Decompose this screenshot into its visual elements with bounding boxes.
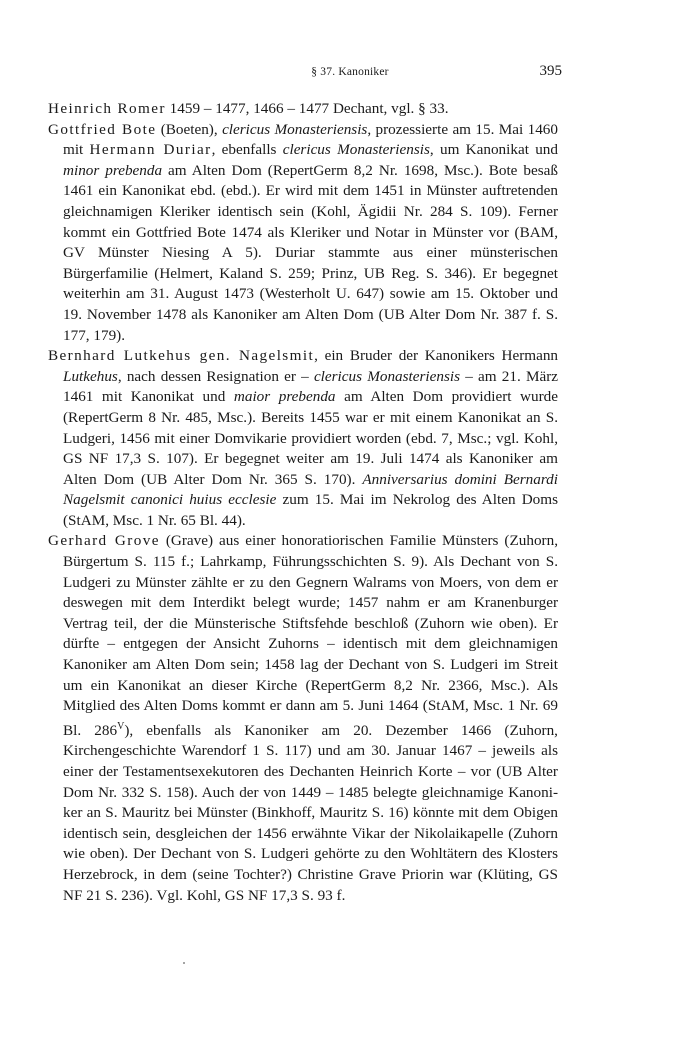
entry-text: (Grave) aus einer honoratiorischen Familie Münsters (Zuhorn, Bürgertum S. 115 f.; Lahrkamp, Führungsschichten S. 9). Als Dechant von S. Ludgeri zu Münster zählte er zu den Gegnern Walrams von Moers, von dem er deswegen mit dem Interdikt belegt wurde; 1457 nahm er am Kranenburger Vertrag teil, der die Münsterische Stiftsfehde beschloß (Zuhorn wie oben). Er dürfte – entgegen der Ansicht Zuhorns – identisch mit dem gleichnamigen Kanoniker am Alten Dom sein; 1458 lag der Dechant von S. Ludgeri im Streit um ein Kanonikat an dieser Kirche (RepertGerm 8,2 Nr. 2366, Msc.). Als Mitglied des Alten Doms kommt er dann am 5. Juni 1464 (StAM, Msc. 1 Nr. 69 Bl. 286 [63,532,559,739]
latin-quote: clericus Monasteriensis [313,367,461,385]
entry [48,120,558,347]
latin-quote: clericus Monasteriensis [222,120,368,138]
superscript: V [117,720,125,732]
biographical-entries [48,99,558,906]
entry-lemma-name: Heinrich Romer [48,100,166,117]
entry-text: , prozessierte am 15. Mai 1460 mit [63,120,558,159]
entry-text: , nach dessen Resignation er – [117,367,314,385]
entry [48,99,558,120]
entry-text: (Boeten), [156,120,223,138]
section-title: § 37. Kanoniker [311,66,389,78]
entry-text: 1459 – 1477, 1466 – 1477 Dechant, vgl. § 33. [165,100,449,117]
ink-speck [183,962,185,964]
person-name: Hermann Duriar [89,141,212,159]
entry-text: , ebenfalls [211,141,283,159]
entry-text: , um Kanonikat und [429,141,558,159]
entry [48,531,558,906]
entry-text: am Alten Dom providiert wurde (RepertGerm 8 Nr. 485, Msc.). Bereits 1455 war er mit einem Kanonikat an S. Ludgeri, 1456 mit einer Domvikarie providiert worden (ebd. 7, Msc.; vgl. Kohl, GS NF 17,3 S. 107). Er begegnet weiter am 19. Juli 1474 als Kanoniker am Alten Dom (UB Alter Dom Nr. 365 S. 170). [63,388,558,488]
entry [48,346,558,531]
latin-quote: clericus Monasteriensis [282,141,430,159]
latin-quote: Anniversarius domini Bernardi Nagelsmit canonici huius ecclesie [63,470,558,509]
latin-quote: Lutkehus [63,367,118,385]
latin-quote: maior prebenda [233,388,336,406]
entry-text: ), ebenfalls als Kanoniker am 20. Dezember 1466 (Zuhorn, Kirchengeschichte Warendorf 1 S. 117) und am 30. Januar 1467 – jeweils als einer der Testamentsexekutoren des Dechanten Heinrich Korte – vor (UB Alter Dom Nr. 332 S. 158). Auch der von 1449 – 1485 belegte gleichnamige Kanoniker an S. Mauritz bei Münster (Binkhoff, Mauritz S. 16) könnte mit dem Obigen identisch sein, desgleichen der 1456 erwähnte Vikar der Nikolaikapelle (Zuhorn wie oben). Der Dechant von S. Ludgeri gehörte zu den Wohltätern des Klosters Herzebrock, in dem (seine Tochter?) Christine Grave Priorin war (Klüting, GS NF 21 S. 236). Vgl. Kohl, GS NF 17,3 S. 93 f. [63,721,558,904]
entry-text: am Alten Dom (RepertGerm 8,2 Nr. 1698, Msc.). Bote besaß 1461 ein Kanonikat ebd. (ebd.). Er wird mit dem 1451 in Münster auftretenden gleichnamigen Kleriker identisch sein (Kohl, Ägidii Nr. 284 S. 109). Ferner kommt ein Gottfried Bote 1474 als Kleriker und Notar in Münster vor (BAM, GV Münster Niesing A 5). Duriar stammte aus einer münsterischen Bürgerfamilie (Helmert, Kaland S. 259; Prinz, UB Reg. S. 346). Er begegnet weiterhin am 31. August 1473 (Westerholt U. 647) sowie am 15. Oktober und 19. November 1478 als Kanoniker am Alten Dom (UB Alter Dom Nr. 387 f. S. 177, 179). [63,161,558,344]
entry-text: , ein Bruder der Kanonikers Hermann [314,347,559,365]
page-number: 395 [539,63,562,79]
entry-text: – am 21. März 1461 mit Kanonikat und [63,367,558,406]
entry-lemma-name: Gerhard Grove [48,532,160,550]
entry-lemma-name: Gottfried Bote [48,120,157,138]
latin-quote: minor prebenda [63,161,163,179]
running-head [0,63,700,83]
entry-lemma-name: Bernhard Lutkehus gen. Nagelsmit [48,347,315,365]
entry-text: zum 15. Mai im Nekrolog des Alten Doms (StAM, Msc. 1 Nr. 65 Bl. 44). [63,491,558,529]
